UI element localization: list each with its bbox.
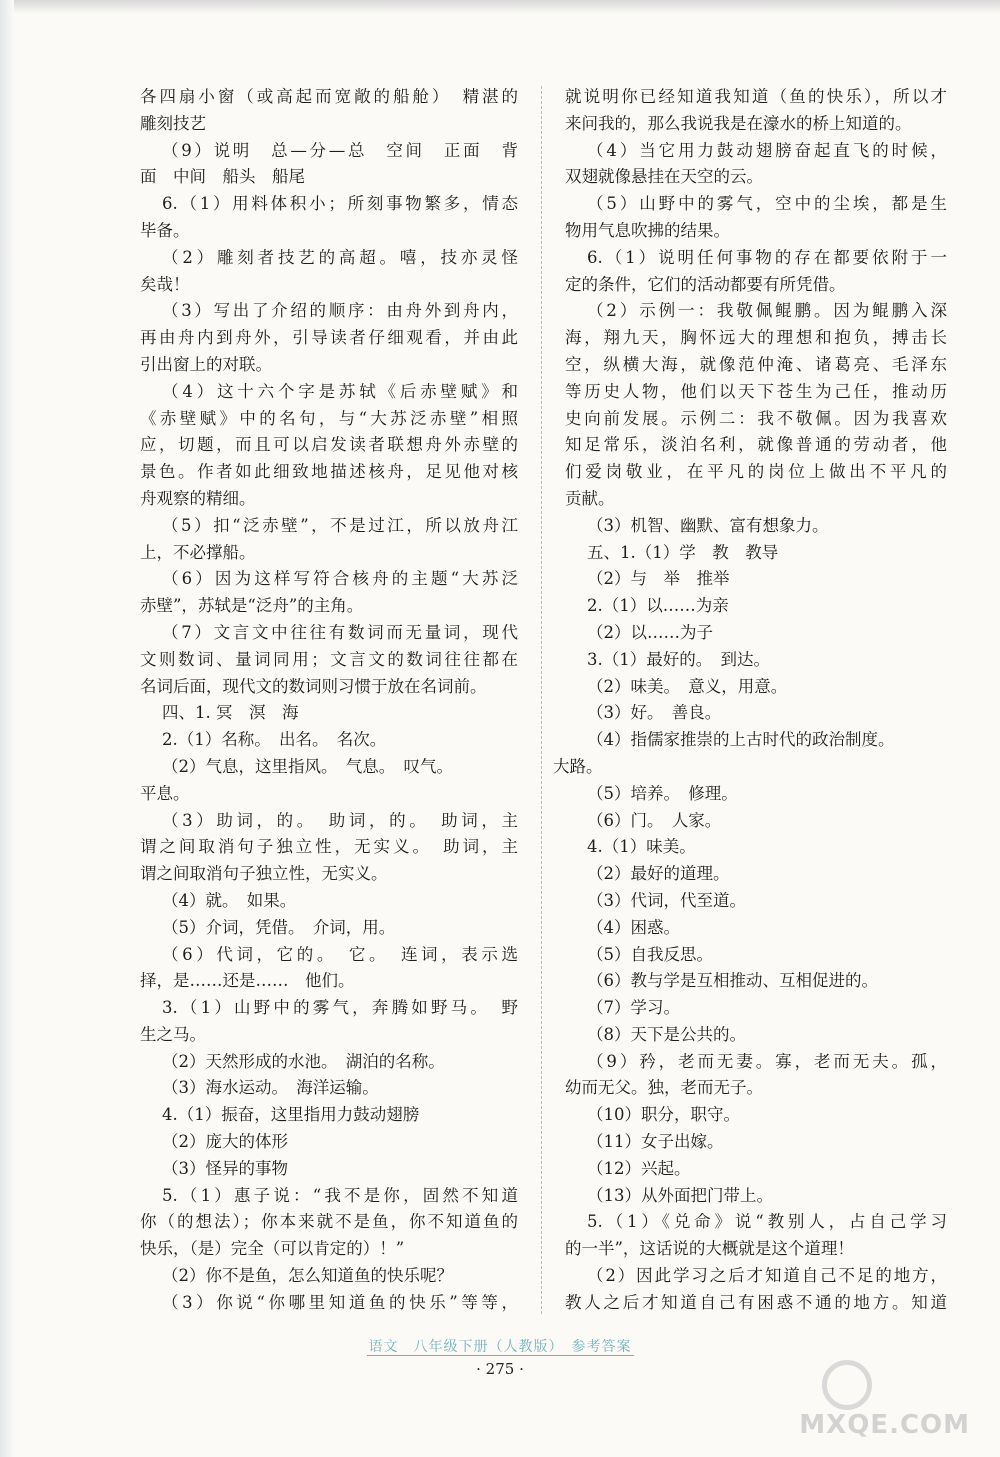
answer-line: 物用气息吹拂的结果。 bbox=[565, 220, 730, 240]
answer-line: 3.（1）最好的。 到达。 bbox=[587, 649, 770, 669]
answer-line: （7）文言文中往往有数词而无量词，现代 bbox=[162, 622, 518, 642]
answer-line: 5.（1）《兑命》说“教别人，占自己学习 bbox=[587, 1212, 947, 1232]
answer-line: 择，是……还是…… 他们。 bbox=[140, 971, 355, 991]
answer-line: （13）从外面把门带上。 bbox=[587, 1185, 773, 1205]
answer-line: 2.（1）以……为亲 bbox=[587, 596, 729, 616]
answer-line: （2）庞大的体形 bbox=[162, 1132, 288, 1152]
answer-line: 史向前发展。示例二：我不敬佩。因为我喜欢 bbox=[565, 408, 947, 428]
answer-line: （9）矜，老而无妻。寡，老而无夫。孤， bbox=[587, 1051, 947, 1071]
answer-line: （3）机智、幽默、富有想象力。 bbox=[587, 515, 829, 535]
answer-line: （3）海水运动。 海洋运输。 bbox=[162, 1078, 379, 1098]
answer-line: 6.（1）用料体积小；所刻事物繁多，情态 bbox=[162, 194, 518, 214]
answer-line: 的一半”，这话说的大概就是这个道理！ bbox=[565, 1239, 854, 1259]
answer-line: 引出窗上的对联。 bbox=[140, 354, 272, 374]
answer-line: 双翅就像悬挂在天空的云。 bbox=[565, 167, 763, 187]
answer-line: 赤壁”，苏轼是“泛舟”的主角。 bbox=[140, 596, 364, 616]
answer-line: （2）气息，这里指风。 气息。 叹气。 bbox=[162, 756, 453, 776]
answer-line: （5）扣“泛赤壁”，不是过江，所以放舟江 bbox=[162, 515, 518, 535]
answer-line: （2）你不是鱼，怎么知道鱼的快乐呢？ bbox=[162, 1266, 453, 1286]
answer-line: （4）这十六个字是苏轼《后赤壁赋》和 bbox=[162, 381, 518, 401]
answer-line: 面 中间 船头 船尾 bbox=[140, 167, 305, 187]
answer-line: 你（的想法）；你本来就不是鱼，你不知道鱼的 bbox=[140, 1212, 518, 1232]
page-number: · 275 · bbox=[476, 1360, 524, 1378]
answer-line: （6）因为这样写符合核舟的主题“大苏泛 bbox=[162, 569, 518, 589]
answer-line: 应，切题，而且可以启发读者联想舟外赤壁的 bbox=[140, 435, 518, 455]
answer-line: 2.（1）名称。 出名。 名次。 bbox=[162, 730, 387, 750]
answer-line: （6）代词，它的。 它。 连词，表示选 bbox=[162, 944, 518, 964]
answer-column-right bbox=[553, 84, 947, 1317]
answer-line: （2）最好的道理。 bbox=[587, 864, 730, 884]
answer-line: （5）培养。 修理。 bbox=[587, 783, 738, 803]
answer-line: 大路。 bbox=[553, 756, 603, 776]
answer-line: （2）与 举 推举 bbox=[587, 569, 730, 589]
answer-line: （3）代词，代至道。 bbox=[587, 890, 746, 910]
answer-line: 平息。 bbox=[140, 783, 190, 803]
answer-line: 名词后面，现代文的数词则习惯于放在名词前。 bbox=[140, 676, 487, 696]
answer-line: （5）自我反思。 bbox=[587, 944, 713, 964]
answer-line: 毕备。 bbox=[140, 220, 190, 240]
answer-line: 来问我的，那么我说我是在濠水的桥上知道的。 bbox=[565, 113, 912, 133]
answer-line: （3）你说“你哪里知道鱼的快乐”等等， bbox=[162, 1292, 518, 1312]
watermark-logo-icon bbox=[822, 1360, 872, 1410]
answer-line: 4.（1）振奋，这里指用力鼓动翅膀 bbox=[162, 1105, 420, 1125]
answer-line: 上，不必撑船。 bbox=[140, 542, 256, 562]
answer-line: （4）就。 如果。 bbox=[162, 890, 297, 910]
answer-line: 生之马。 bbox=[140, 1024, 206, 1044]
answer-line: 空，纵横大海，就像范仲淹、诸葛亮、毛泽东 bbox=[565, 354, 947, 374]
watermark-text: MXQE.COM bbox=[799, 1410, 970, 1440]
scan-left-edge bbox=[0, 0, 14, 1457]
answer-line: （3）好。 善良。 bbox=[587, 703, 722, 723]
answer-line: （4）当它用力鼓动翅膀奋起直飞的时候， bbox=[587, 140, 947, 160]
answer-line: 雕刻技艺 bbox=[140, 113, 206, 133]
answer-line: 5.（1）惠子说：“我不是你，固然不知道 bbox=[162, 1185, 518, 1205]
answer-line: 各四扇小窗（或高起而宽敞的船舱） 精湛的 bbox=[140, 87, 518, 106]
answer-line: （2）天然形成的水池。 湖泊的名称。 bbox=[162, 1051, 445, 1071]
answer-line: （3）助词，的。 助词，的。 助词，主 bbox=[162, 810, 518, 830]
answer-line: 文则数词、量词同用；文言文的数词往往都在 bbox=[140, 649, 518, 669]
answer-line: （7）学习。 bbox=[587, 998, 680, 1018]
answer-line: （12）兴起。 bbox=[587, 1158, 691, 1178]
answer-line: （5）山野中的雾气，空中的尘埃，都是生 bbox=[587, 194, 947, 214]
answer-line: 快乐，（是）完全（可以肯定的）！” bbox=[140, 1239, 405, 1259]
answer-line: 3.（1）山野中的雾气，奔腾如野马。 野 bbox=[162, 998, 518, 1018]
answer-line: 等历史人物，他们以天下苍生为己任，推动历 bbox=[565, 381, 947, 401]
answer-line: 们爱岗敬业，在平凡的岗位上做出不平凡的 bbox=[565, 462, 947, 482]
answer-line: 海，翔九天，胸怀远大的理想和抱负，搏击长 bbox=[565, 328, 947, 348]
answer-line: 《赤壁赋》中的名句，与“大苏泛赤壁”相照 bbox=[140, 408, 518, 428]
answer-line: 四、1. 冥 溟 海 bbox=[162, 703, 299, 723]
answer-line: （4）指儒家推崇的上古时代的政治制度。 bbox=[587, 730, 895, 750]
answer-line: 定的条件，它们的活动都要有所凭借。 bbox=[565, 274, 846, 294]
answer-line: 谓之间取消句子独立性，无实义。 助词，主 bbox=[140, 837, 518, 857]
answer-line: （4）困惑。 bbox=[587, 917, 680, 937]
answer-line: （8）天下是公共的。 bbox=[587, 1024, 746, 1044]
answer-column-left bbox=[140, 84, 518, 1317]
book-title: 语文 八年级下册（人教版） 参考答案 bbox=[368, 1339, 632, 1355]
answer-line: （2）示例一：我敬佩鲲鹏。因为鲲鹏入深 bbox=[587, 301, 947, 321]
answer-line: （5）介词，凭借。 介词，用。 bbox=[162, 917, 396, 937]
answer-line: （6）教与学是互相推动、互相促进的。 bbox=[587, 971, 878, 991]
answer-line: （2）味美。 意义，用意。 bbox=[587, 676, 788, 696]
answer-line: 幼而无父。独，老而无子。 bbox=[565, 1078, 763, 1098]
scan-top-edge bbox=[0, 0, 1000, 14]
answer-line: （2）因此学习之后才知道自己不足的地方， bbox=[587, 1266, 947, 1286]
answer-line: 舟观察的精细。 bbox=[140, 488, 256, 508]
answer-line: 景色。作者如此细致地描述核舟，足见他对核 bbox=[140, 462, 518, 482]
answer-line: （11）女子出嫁。 bbox=[587, 1132, 724, 1152]
answer-line: （9）说明 总—分—总 空间 正面 背 bbox=[162, 140, 518, 160]
answer-line: 再由舟内到舟外，引导读者仔细观看，并由此 bbox=[140, 328, 518, 348]
answer-line: （2）雕刻者技艺的高超。嘻，技亦灵怪 bbox=[162, 247, 518, 267]
answer-line: 五、1.（1）学 教 教导 bbox=[587, 542, 779, 562]
answer-line: （3）怪异的事物 bbox=[162, 1158, 288, 1178]
book-title-footer bbox=[0, 1336, 1000, 1356]
answer-line: 矣哉！ bbox=[140, 274, 190, 294]
answer-line: 谓之间取消句子独立性，无实义。 bbox=[140, 864, 388, 884]
answer-line: 6.（1）说明任何事物的存在都要依附于一 bbox=[587, 247, 947, 267]
answer-line: （3）写出了介绍的顺序：由舟外到舟内， bbox=[162, 301, 518, 321]
answer-line: 教人之后才知道自己有困惑不通的地方。知道 bbox=[565, 1292, 947, 1312]
answer-line: （2）以……为子 bbox=[587, 622, 713, 642]
answer-line: 贡献。 bbox=[565, 488, 615, 508]
answer-line: 4.（1）味美。 bbox=[587, 837, 696, 857]
answer-line: （10）职分，职守。 bbox=[587, 1105, 740, 1125]
answer-line: 知足常乐，淡泊名利，就像普通的劳动者，他 bbox=[565, 435, 947, 455]
answer-line: 就说明你已经知道我知道（鱼的快乐），所以才 bbox=[565, 87, 947, 106]
answer-line: （6）门。 人家。 bbox=[587, 810, 722, 830]
column-divider bbox=[541, 86, 542, 1314]
